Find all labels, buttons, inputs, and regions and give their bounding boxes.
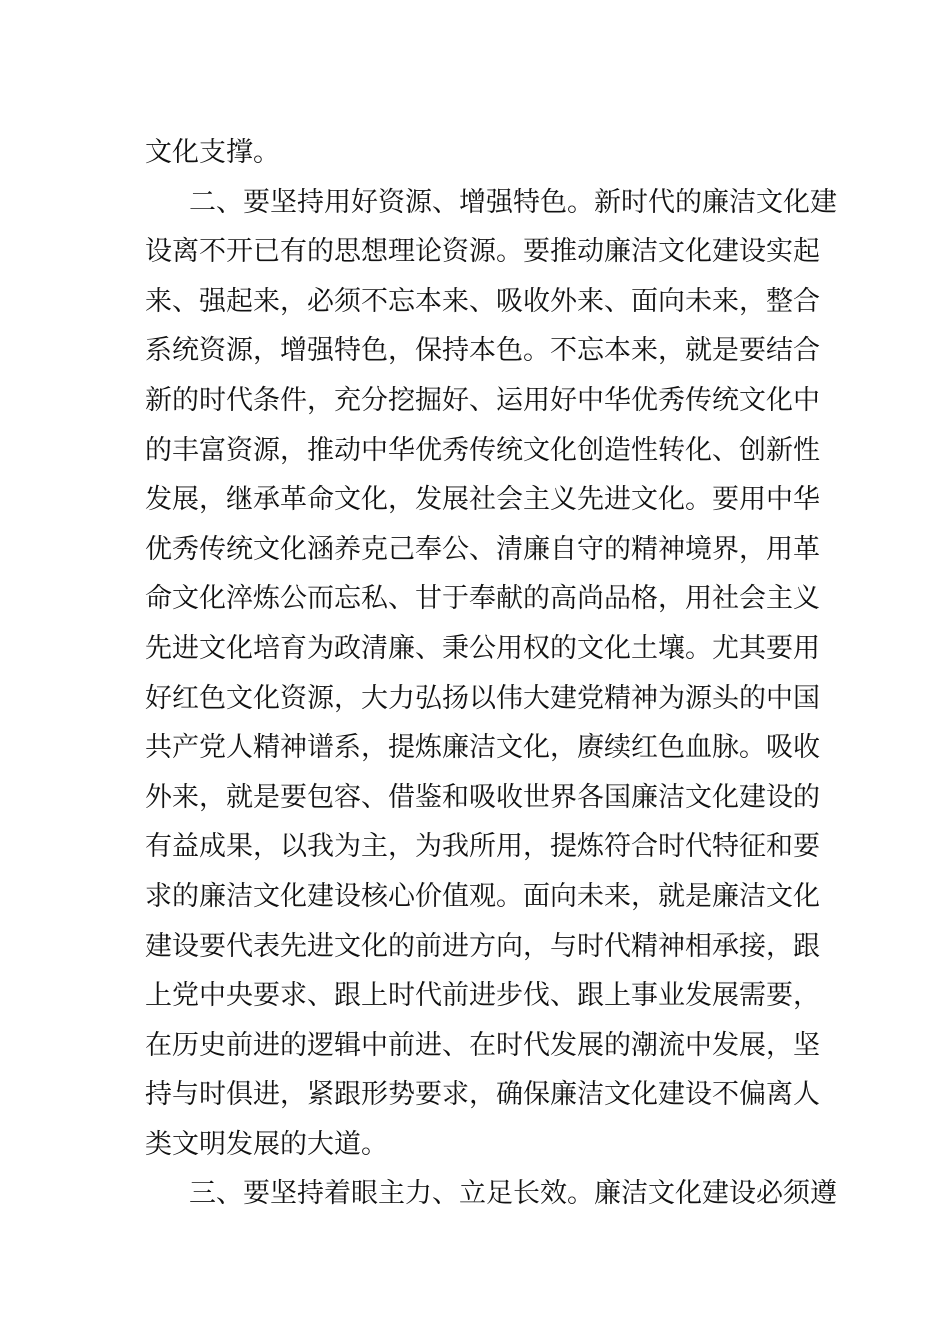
text-line-3: 设离不开已有的思想理论资源。要推动廉洁文化建设实起 [145,236,820,268]
text-line-21: 类文明发展的大道。 [145,1128,388,1160]
text-line-8: 发展，继承革命文化，发展社会主义先进文化。要用中华 [145,484,820,516]
text-line-5: 系统资源，增强特色，保持本色。不忘本来，就是要结合 [145,335,820,367]
text-line-1: 文化支撑。 [145,137,280,168]
text-line-9: 优秀传统文化涵养克己奉公、清廉自守的精神境界，用革 [145,533,820,565]
text-line-20: 持与时俱进，紧跟形势要求，确保廉洁文化建设不偏离人 [145,1079,820,1111]
text-line-7: 的丰富资源，推动中华优秀传统文化创造性转化、创新性 [145,434,820,466]
text-line-13: 共产党人精神谱系，提炼廉洁文化，赓续红色血脉。吸收 [145,732,820,764]
text-line-6: 新的时代条件，充分挖掘好、运用好中华优秀传统文化中 [145,384,820,416]
text-line-12: 好红色文化资源，大力弘扬以伟大建党精神为源头的中国 [145,682,820,714]
text-line-14: 外来，就是要包容、借鉴和吸收世界各国廉洁文化建设的 [145,781,820,813]
text-line-22-section-heading: 三、要坚持着眼主力、立足长效。廉洁文化建设必须遵 [189,1178,837,1210]
text-line-2-section-heading: 二、要坚持用好资源、增强特色。新时代的廉洁文化建 [189,186,837,218]
text-line-10: 命文化淬炼公而忘私、甘于奉献的高尚品格，用社会主义 [145,583,820,615]
text-line-15: 有益成果，以我为主，为我所用，提炼符合时代特征和要 [145,831,820,863]
body-text [145,128,837,1219]
text-line-19: 在历史前进的逻辑中前进、在时代发展的潮流中发展，坚 [145,1029,820,1061]
text-line-4: 来、强起来，必须不忘本来、吸收外来、面向未来，整合 [145,285,820,317]
text-line-17: 建设要代表先进文化的前进方向，与时代精神相承接，跟 [145,930,820,962]
text-line-16: 求的廉洁文化建设核心价值观。面向未来，就是廉洁文化 [145,880,820,912]
text-line-11: 先进文化培育为政清廉、秉公用权的文化土壤。尤其要用 [145,632,820,664]
text-line-18: 上党中央要求、跟上时代前进步伐、跟上事业发展需要， [145,980,820,1012]
